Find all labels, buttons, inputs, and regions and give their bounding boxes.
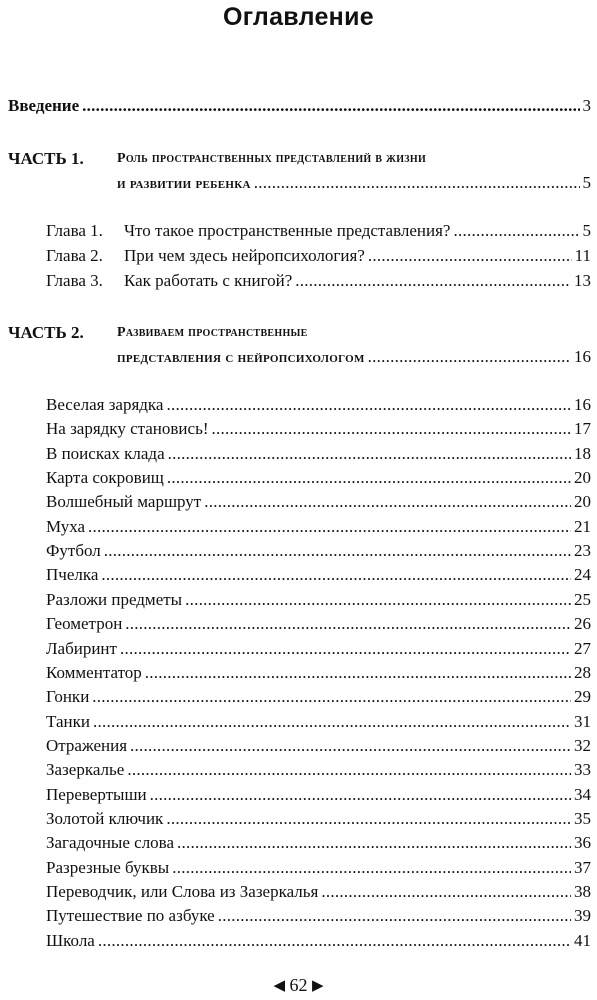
toc-item[interactable] — [46, 808, 591, 830]
dot-leader — [177, 832, 571, 854]
toc-item[interactable] — [46, 832, 591, 854]
toc-item-page: 29 — [574, 687, 591, 707]
toc-part-2[interactable] — [117, 346, 591, 369]
dot-leader — [88, 516, 571, 538]
dot-leader — [101, 564, 571, 586]
dot-leader — [254, 172, 580, 194]
page-number: 62 — [289, 975, 308, 995]
part-2-title-line2: представления с нейропсихологом — [117, 350, 365, 366]
toc-item-title: Волшебный маршрут — [46, 492, 202, 512]
page-title: Оглавление — [223, 3, 374, 31]
toc-item-page: 18 — [574, 443, 591, 463]
dot-leader — [93, 711, 571, 733]
dot-leader — [211, 418, 571, 440]
toc-item-page: 20 — [574, 492, 591, 512]
dot-leader — [295, 270, 571, 292]
toc-item-title: Перевертыши — [46, 784, 147, 804]
toc-item-title: Отражения — [46, 735, 128, 755]
toc-item-page: 31 — [574, 711, 591, 731]
toc-item[interactable] — [46, 881, 591, 903]
dot-leader — [368, 346, 571, 368]
toc-item-title: Загадочные слова — [46, 833, 175, 853]
part-1-title-line1: Роль пространственных представлений в жизни — [117, 151, 427, 166]
toc-item-title: В поисках клада — [46, 443, 165, 463]
toc-item[interactable] — [46, 467, 591, 489]
toc-intro-label: Введение — [8, 96, 80, 115]
part-2-title-line1: Развиваем пространственные — [117, 325, 308, 340]
dot-leader — [130, 735, 571, 757]
toc-item-page: 25 — [574, 589, 591, 609]
toc-item[interactable] — [46, 735, 591, 757]
toc-item-title: Геометрон — [46, 614, 123, 634]
chapter-number: Глава 1. — [46, 221, 103, 240]
toc-item[interactable] — [46, 613, 591, 635]
dot-leader — [127, 759, 571, 781]
toc-item-page: 39 — [574, 906, 591, 926]
toc-item-title: Танки — [46, 711, 90, 731]
chapter-page: 11 — [574, 246, 591, 265]
toc-item-title: Веселая зарядка — [46, 395, 164, 414]
part-1-title-line2: и развитии ребенка — [117, 176, 251, 192]
toc-item[interactable] — [46, 564, 591, 586]
toc-item-page: 33 — [574, 760, 591, 780]
part-1-number: ЧАСТЬ 1. — [8, 149, 84, 168]
toc-item-title: Муха — [46, 516, 86, 536]
toc-item[interactable] — [46, 638, 591, 660]
toc-item[interactable] — [46, 394, 591, 416]
dot-leader — [166, 808, 571, 830]
toc-item-page: 28 — [574, 662, 591, 682]
toc-item-page: 17 — [574, 419, 591, 439]
toc-item-title: Переводчик, или Слова из Зазеркалья — [46, 882, 319, 901]
toc-item-page: 36 — [574, 833, 591, 853]
toc-item-page: 32 — [574, 735, 591, 755]
toc-item-page: 23 — [574, 541, 591, 561]
dot-leader — [453, 220, 579, 242]
page-footer — [0, 974, 597, 997]
toc-item-page: 35 — [574, 808, 591, 828]
arrow-right-icon: ▶ — [312, 978, 324, 994]
chapter-number: Глава 3. — [46, 271, 103, 290]
dot-leader — [167, 467, 571, 489]
dot-leader — [321, 881, 571, 903]
toc-item[interactable] — [46, 905, 591, 927]
part-2-page: 16 — [574, 347, 591, 366]
toc-item[interactable] — [46, 491, 591, 513]
chapter-title: Что такое пространственные представления? — [124, 221, 451, 240]
toc-item-page: 27 — [574, 638, 591, 658]
toc-item-page: 38 — [574, 882, 591, 901]
toc-item[interactable] — [46, 711, 591, 733]
toc-item-title: Футбол — [46, 541, 101, 561]
part-2-number: ЧАСТЬ 2. — [8, 323, 84, 342]
toc-item[interactable] — [46, 516, 591, 538]
dot-leader — [145, 662, 571, 684]
toc-item-page: 26 — [574, 614, 591, 634]
toc-item-page: 20 — [574, 468, 591, 488]
toc-item-title: Пчелка — [46, 565, 99, 585]
toc-item-title: Комментатор — [46, 662, 142, 682]
toc-part-1[interactable] — [117, 172, 591, 195]
chapter-page: 13 — [574, 271, 591, 290]
toc-chapter[interactable] — [46, 220, 591, 242]
dot-leader — [166, 394, 571, 416]
chapter-title: Как работать с книгой? — [124, 271, 293, 290]
chapter-number: Глава 2. — [46, 246, 103, 265]
dot-leader — [168, 443, 571, 465]
toc-item[interactable] — [46, 686, 591, 708]
toc-item-page: 37 — [574, 857, 591, 877]
toc-item[interactable] — [46, 784, 591, 806]
toc-item-page: 41 — [574, 930, 591, 950]
toc-item-title: На зарядку становись! — [46, 419, 209, 439]
toc-item-title: Разложи предметы — [46, 589, 183, 609]
dot-leader — [120, 638, 571, 660]
toc-chapter[interactable] — [46, 270, 591, 292]
dot-leader — [218, 905, 571, 927]
part-1-page: 5 — [582, 173, 591, 192]
dot-leader — [185, 589, 571, 611]
toc-item[interactable] — [46, 540, 591, 562]
arrow-left-icon: ◀ — [273, 978, 285, 994]
toc-item-title: Зазеркалье — [46, 760, 125, 780]
toc-item-title: Разрезные буквы — [46, 857, 170, 877]
toc-intro-page: 3 — [582, 96, 591, 115]
toc-item-page: 34 — [574, 784, 591, 804]
toc-item-title: Школа — [46, 930, 95, 950]
toc-item[interactable] — [46, 857, 591, 879]
toc-item[interactable] — [46, 759, 591, 781]
toc-item-title: Золотой ключик — [46, 808, 164, 828]
toc-item-title: Путешествие по азбуке — [46, 906, 215, 926]
toc-item-page: 21 — [574, 516, 591, 536]
dot-leader — [172, 857, 571, 879]
dot-leader — [125, 613, 571, 635]
toc-item[interactable] — [46, 662, 591, 684]
toc-item[interactable] — [46, 443, 591, 465]
toc-item-title: Лабиринт — [46, 638, 117, 658]
dot-leader — [204, 491, 571, 513]
toc-intro[interactable] — [8, 95, 591, 117]
toc-item[interactable] — [46, 930, 591, 952]
toc-item-page: 16 — [574, 395, 591, 414]
toc-chapter[interactable] — [46, 245, 591, 267]
dot-leader — [92, 686, 571, 708]
dot-leader — [150, 784, 571, 806]
chapter-page: 5 — [582, 221, 591, 240]
toc-item[interactable] — [46, 418, 591, 440]
dot-leader — [368, 245, 572, 267]
toc-item-page: 24 — [574, 565, 591, 585]
toc-item-title: Карта сокровищ — [46, 468, 164, 488]
dot-leader — [82, 95, 579, 117]
dot-leader — [98, 930, 571, 952]
dot-leader — [104, 540, 571, 562]
chapter-title: При чем здесь нейропсихология? — [124, 246, 365, 265]
toc-item-title: Гонки — [46, 687, 90, 707]
toc-item[interactable] — [46, 589, 591, 611]
